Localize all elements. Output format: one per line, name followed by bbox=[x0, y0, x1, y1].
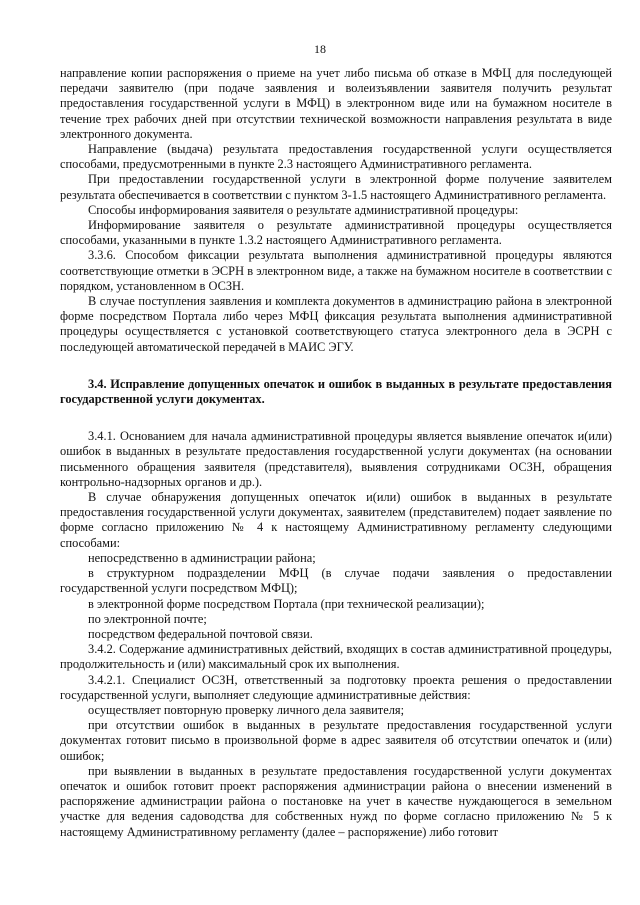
list-item: осуществляет повторную проверку личного дела заявителя; bbox=[88, 702, 405, 717]
list-item: при отсутствии ошибок в выданных в результате предоставления государственной услуги документах готовит письмо в произвольной форме в адрес заявителя об отсутствии опечаток и (или) ошибок; bbox=[60, 718, 612, 763]
list-item: посредством федеральной почтовой связи. bbox=[88, 626, 313, 641]
paragraph: В случае обнаружения допущенных опечаток и(или) ошибок в выданных в результате предоставления государственной услуги документах, заявителем (представителем) подает заявление по форме согласно приложению № 4 к настоящему Административному регламенту следующими способами: bbox=[60, 490, 612, 550]
paragraph: Направление (выдача) результата предоставления государственной услуги осуществляется способами, предусмотренными в пункте 2.3 настоящего Административного регламента. bbox=[60, 142, 612, 172]
section-heading: 3.4. Исправление допущенных опечаток и ошибок в выданных в результате предоставления государственной услуги документах. bbox=[60, 376, 612, 407]
paragraph: 3.4.2. Содержание административных действий, входящих в состав административной процедуры, продолжительность и (или) максимальный срок их выполнения. bbox=[60, 642, 612, 672]
list-item: по электронной почте; bbox=[88, 611, 207, 626]
document-body bbox=[60, 66, 612, 840]
paragraph: 3.4.2.1. Специалист ОСЗН, ответственный за подготовку проекта решения о предоставлении государственной услуги, выполняет следующие административные действия: bbox=[60, 672, 612, 702]
paragraph: направление копии распоряжения о приеме на учет либо письма об отказе в МФЦ для последующей передачи заявителю (при подаче заявления и волеизъявлении заявителя получить результат предоставления государственной услуги в МФЦ) в электронном виде или на бумажном носителе в течение трех рабочих дней при отсутствии технической возможности направления результата в виде электронного документа. bbox=[60, 66, 612, 141]
paragraph: 3.4.1. Основанием для начала административной процедуры является выявление опечаток и(или) ошибок в выданных в результате предоставления государственной услуги документах (на основании письменного обращения заявителя (представителя), выявления сотрудниками ОСЗН, обращения контрольно-надзорных органов и др.). bbox=[60, 429, 612, 489]
paragraph: Информирование заявителя о результате административной процедуры осуществляется способами, указанными в пункте 1.3.2 настоящего Административного регламента. bbox=[60, 218, 612, 248]
list-item: непосредственно в администрации района; bbox=[88, 550, 316, 565]
list-item: в структурном подразделении МФЦ (в случае подачи заявления о предоставлении государственной услуги посредством МФЦ); bbox=[60, 566, 612, 596]
list-item: при выявлении в выданных в результате предоставления государственной услуги документах опечаток и ошибок готовит проект распоряжения администрации района о внесении изменений в распоряжение администрации района о постановке на учет в качестве нуждающегося в земельном участке для ведения садоводства для собственных нужд по форме согласно приложению № 5 к настоящему Административному регламенту (далее – распоряжение) либо готовит bbox=[60, 763, 612, 839]
page-number: 18 bbox=[314, 42, 326, 56]
paragraph: В случае поступления заявления и комплекта документов в администрацию района в электронной форме посредством Портала либо через МФЦ фиксация результата выполнения административной процедуры осуществляется с установкой соответствующего статуса электронного дела в ЭСРН с последующей автоматической передачей в МАИС ЭГУ. bbox=[60, 294, 612, 354]
paragraph: 3.3.6. Способом фиксации результата выполнения административной процедуры являются соответствующие отметки в ЭСРН в электронном виде, а также на бумажном носителе в соответствии с порядком, установленном в ОСЗН. bbox=[60, 248, 612, 293]
paragraph: При предоставлении государственной услуги в электронной форме получение заявителем результата обеспечивается в соответствии с пунктом 3-1.5 настоящего Административного регламента. bbox=[60, 172, 612, 202]
paragraph: Способы информирования заявителя о результате административной процедуры: bbox=[88, 202, 519, 217]
list-item: в электронной форме посредством Портала (при технической реализации); bbox=[88, 596, 485, 611]
